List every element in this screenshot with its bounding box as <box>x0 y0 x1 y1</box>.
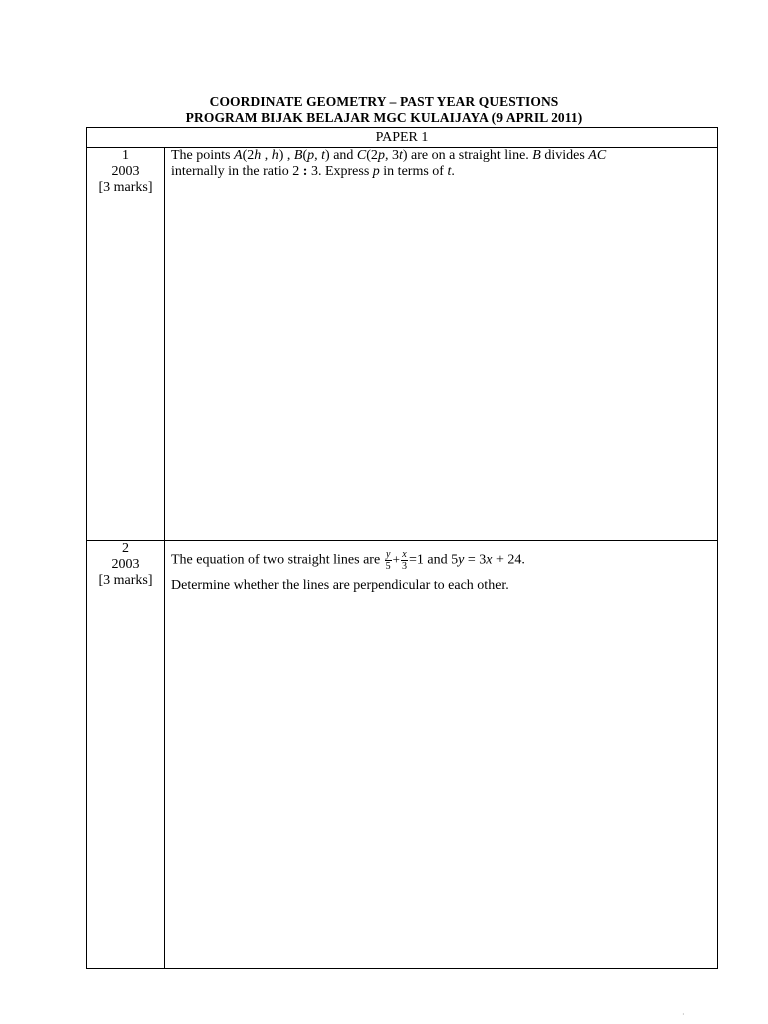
q1-ratio-colon: : <box>302 164 308 179</box>
document-title: COORDINATE GEOMETRY – PAST YEAR QUESTIONS <box>209 94 559 109</box>
q1-text-part: ( <box>302 148 308 163</box>
document-subtitle: PROGRAM BIJAK BELAJAR MGC KULAIJAYA (9 APRIL 2011) <box>185 110 583 125</box>
question-table <box>86 127 718 969</box>
q1-text-part: The points <box>171 148 234 163</box>
q1-point-b: B <box>293 148 303 163</box>
q1-text-part: 3. Express <box>307 164 373 179</box>
q2-text-part: =1 <box>409 552 424 568</box>
question-1-line-1 <box>171 148 711 164</box>
q1-segment-ac: AC <box>588 148 607 163</box>
q1-var-h: h <box>271 148 279 163</box>
q1-point-b: B <box>532 148 541 163</box>
q2-frac-numerator: x <box>402 549 407 560</box>
q1-text-part: (2 <box>242 148 255 163</box>
q1-var-t: t <box>447 164 452 179</box>
q2-frac-denominator: 3 <box>402 561 408 572</box>
q1-text-part: ) are on a straight line. <box>402 148 533 163</box>
q2-fraction-x-over-3 <box>401 549 408 572</box>
question-2-line-2: Determine whether the lines are perpendicular to each other. <box>171 578 509 593</box>
question-1-year: 2003 <box>111 164 140 179</box>
q2-text-part: + 24. <box>492 552 525 568</box>
q1-var-t: t <box>321 148 326 163</box>
question-2-marks: [3 marks] <box>98 573 153 588</box>
q2-frac-numerator: y <box>385 549 391 560</box>
q1-var-p: p <box>307 148 315 163</box>
row-divider <box>87 540 717 541</box>
q2-frac-denominator: 5 <box>385 561 391 572</box>
q2-text-part: The equation of two straight lines are <box>171 552 384 568</box>
question-2-year: 2003 <box>111 557 140 572</box>
q1-var-t: t <box>398 148 403 163</box>
q1-var-p: p <box>377 148 385 163</box>
q1-point-a: A <box>234 148 243 163</box>
question-1-line-2 <box>171 164 711 180</box>
q1-text-part: , 3 <box>384 148 399 163</box>
q1-text-part: in terms of <box>379 164 448 179</box>
q2-plus-sign: + <box>392 551 401 567</box>
q1-text-part: ) and <box>325 148 357 163</box>
q1-text-part: divides <box>540 148 589 163</box>
question-1-number: 1 <box>122 148 129 163</box>
q1-var-p: p <box>372 164 380 179</box>
q1-text-part: internally in the ratio 2 <box>171 164 303 179</box>
q2-fraction-y-over-5 <box>385 549 392 572</box>
question-1-text <box>171 148 711 180</box>
q1-text-part: , <box>261 148 272 163</box>
question-2-number: 2 <box>122 541 129 556</box>
paper-label: PAPER 1 <box>87 128 717 148</box>
q1-var-h: h <box>254 148 262 163</box>
q1-point-c: C <box>356 148 367 163</box>
q1-text-part: ) , <box>278 148 294 163</box>
question-1-info <box>87 148 164 196</box>
q2-var-y: y <box>458 552 465 568</box>
question-1-marks: [3 marks] <box>98 180 153 195</box>
column-divider <box>164 148 165 968</box>
q2-text-part: and 5 <box>423 552 459 568</box>
question-2-line-1 <box>171 549 711 572</box>
page-corner-mark: · <box>682 1010 685 1019</box>
q2-var-x: x <box>486 552 493 568</box>
question-2-info <box>87 541 164 589</box>
q2-text-part: = 3 <box>464 552 487 568</box>
q1-text-part: . <box>451 164 455 179</box>
q1-text-part: (2 <box>366 148 378 163</box>
q1-text-part: , <box>314 148 322 163</box>
